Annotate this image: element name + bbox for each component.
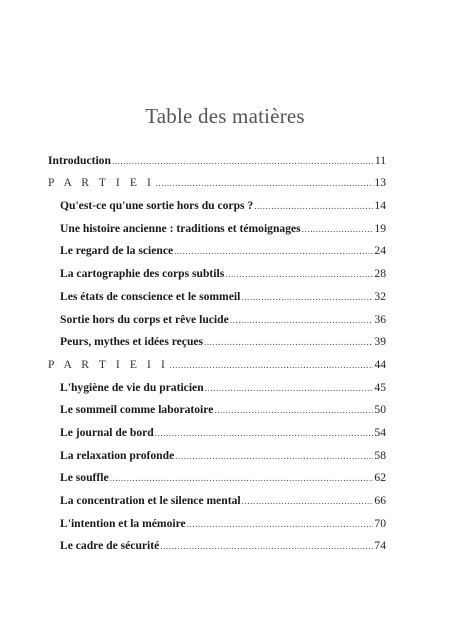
toc-dot-leader <box>187 517 374 531</box>
toc-entry[interactable] <box>48 417 386 440</box>
toc-entry-label: La cartographie des corps subtils <box>60 267 225 281</box>
toc-dot-leader <box>112 154 374 168</box>
toc-entry[interactable] <box>48 372 386 395</box>
toc-entry-label: Les états de conscience et le sommeil <box>60 289 241 303</box>
toc-entry-page-number: 19 <box>374 221 386 235</box>
toc-dot-leader <box>302 222 374 236</box>
toc-entry[interactable] <box>48 485 386 508</box>
toc-entry[interactable] <box>48 349 386 372</box>
toc-entry-label: Le sommeil comme laboratoire <box>60 403 214 417</box>
toc-entry-page-number: 44 <box>374 357 386 371</box>
toc-dot-leader <box>174 244 373 258</box>
toc-entry-label: Qu'est-ce qu'une sortie hors du corps ? <box>60 199 254 213</box>
toc-entry-page-number: 24 <box>374 244 386 258</box>
toc-dot-leader <box>156 176 374 190</box>
toc-entry-page-number: 14 <box>374 199 386 213</box>
toc-entry-page-number: 66 <box>374 494 386 507</box>
toc-dot-leader <box>241 290 373 304</box>
toc-dot-leader <box>204 335 373 349</box>
toc-entry[interactable] <box>48 236 386 259</box>
toc-entry-label: L'hygiène de vie du praticien <box>60 380 204 394</box>
toc-entry[interactable] <box>48 190 386 213</box>
toc-dot-leader <box>160 539 373 553</box>
toc-dot-leader <box>225 267 373 281</box>
toc-entry-page-number: 32 <box>374 289 386 303</box>
toc-dot-leader <box>242 494 374 508</box>
toc-entry-page-number: 70 <box>374 516 386 530</box>
toc-dot-leader <box>155 426 374 440</box>
toc-entry-page-number: 58 <box>374 448 386 462</box>
toc-dot-leader <box>214 403 373 417</box>
toc-dot-leader <box>254 199 373 213</box>
toc-entry[interactable] <box>48 440 386 463</box>
toc-entry-page-number: 39 <box>374 335 386 349</box>
toc-entry[interactable] <box>48 463 386 486</box>
toc-entry[interactable] <box>48 281 386 304</box>
toc-dot-leader <box>169 358 373 372</box>
toc-entry[interactable] <box>48 508 386 531</box>
toc-entry-page-number: 62 <box>374 471 386 485</box>
toc-dot-leader <box>175 449 373 463</box>
toc-dot-leader <box>230 313 374 327</box>
toc-dot-leader <box>110 471 374 485</box>
toc-entry-label: L'intention et la mémoire <box>60 516 186 530</box>
toc-entry-label: Le journal de bord <box>60 425 154 439</box>
toc-entry[interactable] <box>48 327 386 350</box>
toc-entry[interactable] <box>48 213 386 236</box>
toc-entry[interactable] <box>48 531 386 554</box>
toc-entry-page-number: 36 <box>374 312 386 326</box>
toc-entry-label: P A R T I E I I <box>48 357 169 371</box>
toc-entry-page-number: 45 <box>374 380 386 394</box>
toc-entry-label: Le cadre de sécurité <box>60 539 160 553</box>
toc-entry-label: Le regard de la science <box>60 244 174 258</box>
table-of-contents <box>48 145 386 553</box>
toc-entry-label: Introduction <box>48 153 111 167</box>
toc-entry-label: La concentration et le silence mental <box>60 494 241 507</box>
toc-entry-label: Sortie hors du corps et rêve lucide <box>60 312 229 326</box>
toc-entry-label: Une histoire ancienne : traditions et témoignages <box>60 221 301 235</box>
toc-entry[interactable] <box>48 395 386 418</box>
toc-entry-label: Le souffle <box>60 471 109 485</box>
toc-title: Table des matières <box>145 104 305 128</box>
toc-entry[interactable] <box>48 304 386 327</box>
toc-entry-page-number: 50 <box>374 403 386 417</box>
toc-entry-page-number: 74 <box>374 539 386 553</box>
toc-entry[interactable] <box>48 258 386 281</box>
toc-entry[interactable] <box>48 145 386 168</box>
toc-entry[interactable] <box>48 168 386 191</box>
toc-entry-label: P A R T I E I <box>48 176 155 190</box>
toc-dot-leader <box>205 381 374 395</box>
toc-entry-page-number: 13 <box>374 176 386 190</box>
toc-entry-page-number: 54 <box>374 425 386 439</box>
toc-entry-page-number: 11 <box>374 153 386 167</box>
toc-entry-page-number: 28 <box>374 267 386 281</box>
toc-entry-label: La relaxation profonde <box>60 448 175 462</box>
toc-entry-label: Peurs, mythes et idées reçues <box>60 335 204 349</box>
